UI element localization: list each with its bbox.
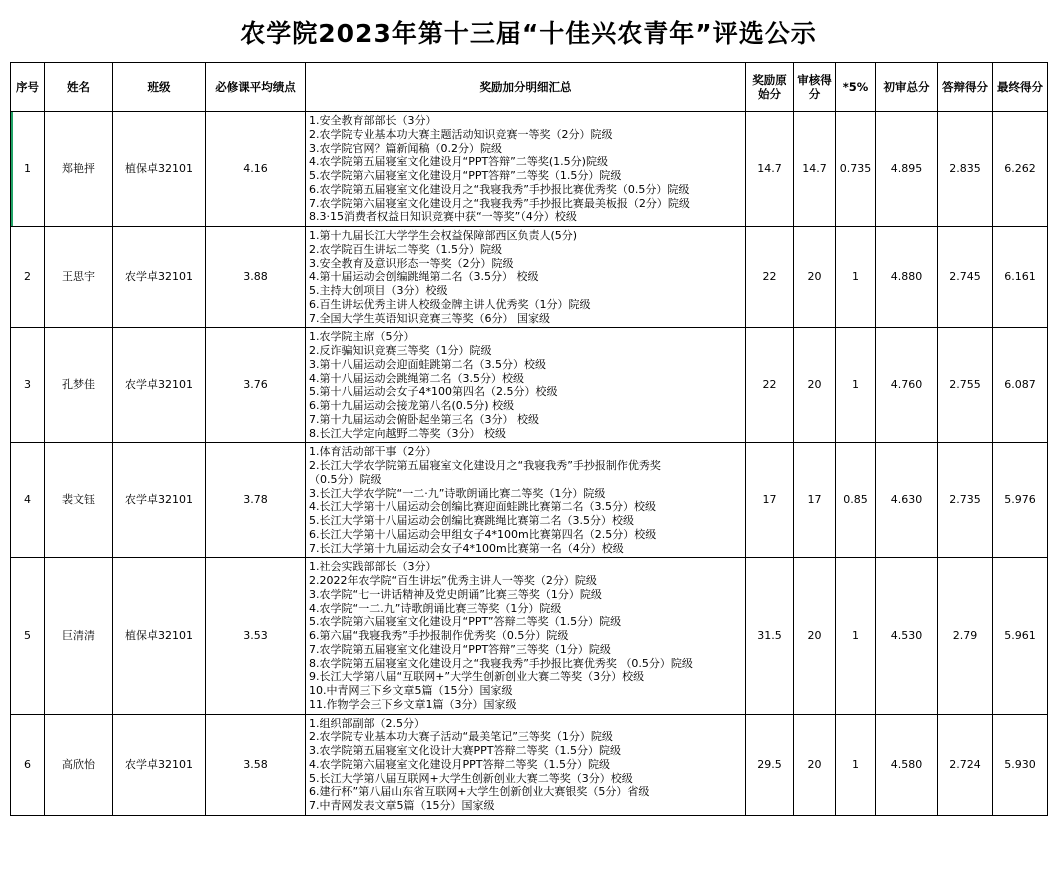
cell-gpa: 3.78 — [206, 443, 306, 558]
award-detail-line: 3.农学院官网？篇新闻稿（0.2分）院级 — [309, 141, 502, 155]
cell-name: 孔梦佳 — [45, 328, 113, 443]
cell-class: 植保卓32101 — [113, 558, 206, 714]
cell-name: 高欣怡 — [45, 714, 113, 815]
col-header-name: 姓名 — [45, 63, 113, 112]
cell-percent: 1 — [836, 227, 876, 328]
cell-defense-score: 2.79 — [938, 558, 993, 714]
award-detail-line: 4.长江大学第十八届运动会创编比赛迎面蛙跳比赛第二名（3.5分）校级 — [309, 500, 656, 514]
cell-defense-score: 2.724 — [938, 714, 993, 815]
cell-defense-score: 2.835 — [938, 112, 993, 227]
cell-review-score: 14.7 — [794, 112, 836, 227]
cell-class: 农学卓32101 — [113, 328, 206, 443]
award-detail-line: 4.第十八届运动会跳绳第二名（3.5分）校级 — [309, 371, 524, 385]
cell-first-total: 4.530 — [876, 558, 938, 714]
cell-gpa: 3.53 — [206, 558, 306, 714]
table-body — [11, 112, 1048, 816]
cell-first-total: 4.580 — [876, 714, 938, 815]
cell-index: 2 — [11, 227, 45, 328]
cell-class: 植保卓32101 — [113, 112, 206, 227]
cell-first-total: 4.880 — [876, 227, 938, 328]
award-detail-line: 11.作物学会三下乡文章1篇（3分）国家级 — [309, 697, 517, 711]
cell-defense-score: 2.745 — [938, 227, 993, 328]
cell-award-details — [306, 328, 746, 443]
award-detail-line: 2.2022年农学院“百生讲坛”优秀主讲人一等奖（2分）院级 — [309, 574, 597, 587]
cell-award-details — [306, 714, 746, 815]
award-detail-line: 6.百生讲坛优秀主讲人校级金牌主讲人优秀奖（1分）院级 — [309, 297, 591, 311]
col-header-raw-score: 奖励原始分 — [746, 63, 794, 112]
table-row — [11, 558, 1048, 714]
cell-name: 裴文钰 — [45, 443, 113, 558]
cell-raw-score: 29.5 — [746, 714, 794, 815]
award-detail-line: 4.第十届运动会创编跳绳第二名（3.5分） 校级 — [309, 270, 539, 284]
award-detail-line: 5.主持大创项目（3分）校级 — [309, 284, 448, 297]
award-detail-line: 1.社会实践部部长（3分） — [309, 560, 437, 574]
cell-review-score: 20 — [794, 558, 836, 714]
cell-final-score: 6.087 — [993, 328, 1048, 443]
cell-final-score: 5.930 — [993, 714, 1048, 815]
table-row — [11, 443, 1048, 558]
award-detail-line: 3.安全教育及意识形态一等奖（2分）院级 — [309, 256, 514, 270]
cell-review-score: 17 — [794, 443, 836, 558]
cell-raw-score: 14.7 — [746, 112, 794, 227]
award-detail-line: 6.农学院第五届寝室文化建设月之“我寝我秀”手抄报比赛优秀奖（0.5分）院级 — [309, 182, 690, 196]
cell-name: 巨清清 — [45, 558, 113, 714]
award-detail-line: 2.农学院专业基本功大赛主题活动知识竞赛一等奖（2分）院级 — [309, 127, 613, 141]
award-detail-line: （0.5分）院级 — [309, 472, 382, 486]
table-row — [11, 714, 1048, 815]
cell-review-score: 20 — [794, 714, 836, 815]
cell-final-score: 5.961 — [993, 558, 1048, 714]
cell-final-score: 6.161 — [993, 227, 1048, 328]
cell-percent: 1 — [836, 558, 876, 714]
award-detail-line: 1.农学院主席（5分） — [309, 330, 415, 344]
award-detail-line: 4.农学院第五届寝室文化建设月“PPT答辩”二等奖(1.5分)院级 — [309, 155, 608, 169]
award-detail-line: 3.第十八届运动会迎面蛙跳第二名（3.5分）校级 — [309, 357, 546, 371]
award-detail-line: 1.第十九届长江大学学生会权益保障部西区负责人(5分) — [309, 229, 578, 242]
award-detail-line: 6.长江大学第十八届运动会甲组女子4*100m比赛第四名（2.5分）校级 — [309, 527, 657, 541]
col-header-review-score: 审核得分 — [794, 63, 836, 112]
award-detail-line: 8.3·15消费者权益日知识竞赛中获“一等奖”（4分）校级 — [309, 210, 577, 224]
cell-index: 4 — [11, 443, 45, 558]
cell-defense-score: 2.735 — [938, 443, 993, 558]
col-header-final-score: 最终得分 — [993, 63, 1048, 112]
table-row — [11, 112, 1048, 227]
award-detail-line: 6.第十九届运动会接龙第八名(0.5分) 校级 — [309, 399, 515, 412]
cell-index: 5 — [11, 558, 45, 714]
award-detail-line: 4.农学院“一二.九”诗歌朗诵比赛三等奖（1分）院级 — [309, 601, 562, 615]
award-detail-line: 5.长江大学第八届互联网+大学生创新创业大赛二等奖（3分）校级 — [309, 771, 633, 785]
col-header-percent: *5% — [836, 63, 876, 112]
cell-index: 3 — [11, 328, 45, 443]
evaluation-table — [10, 62, 1048, 816]
award-detail-line: 9.长江大学第八届“互联网+”大学生创新创业大赛二等奖（3分）校级 — [309, 670, 645, 684]
award-detail-line: 7.长江大学第十九届运动会女子4*100m比赛第一名（4分）校级 — [309, 541, 624, 555]
cell-class: 农学卓32101 — [113, 443, 206, 558]
col-header-details: 奖励加分明细汇总 — [306, 63, 746, 112]
cell-review-score: 20 — [794, 227, 836, 328]
award-detail-line: 7.中青网发表文章5篇（15分）国家级 — [309, 799, 495, 812]
cell-percent: 0.735 — [836, 112, 876, 227]
award-detail-line: 2.农学院专业基本功大赛子活动“最美笔记”三等奖（1分）院级 — [309, 730, 613, 744]
award-detail-line: 7.农学院第五届寝室文化建设月“PPT答辩”三等奖（1分）院级 — [309, 642, 611, 656]
col-header-first-total: 初审总分 — [876, 63, 938, 112]
cell-percent: 0.85 — [836, 443, 876, 558]
cell-award-details — [306, 558, 746, 714]
award-detail-line: 7.全国大学生英语知识竞赛三等奖（6分） 国家级 — [309, 311, 550, 325]
cell-first-total: 4.630 — [876, 443, 938, 558]
cell-raw-score: 22 — [746, 328, 794, 443]
cell-first-total: 4.895 — [876, 112, 938, 227]
cell-final-score: 6.262 — [993, 112, 1048, 227]
award-detail-line: 3.农学院第五届寝室文化设计大赛PPT答辩二等奖（1.5分）院级 — [309, 744, 621, 757]
cell-award-details — [306, 227, 746, 328]
cell-review-score: 20 — [794, 328, 836, 443]
cell-name: 王思宇 — [45, 227, 113, 328]
award-detail-line: 5.农学院第六届寝室文化建设月“PPT”答辩二等奖（1.5分）院级 — [309, 615, 622, 629]
table-row — [11, 227, 1048, 328]
award-detail-line: 10.中青网三下乡文章5篇（15分）国家级 — [309, 684, 513, 697]
award-detail-line: 7.第十九届运动会俯卧起坐第三名（3分） 校级 — [309, 412, 539, 426]
cell-index: 6 — [11, 714, 45, 815]
award-detail-line: 4.农学院第六届寝室文化建设月PPT答辩二等奖（1.5分）院级 — [309, 757, 610, 771]
cell-percent: 1 — [836, 328, 876, 443]
page-title: 农学院2023年第十三届“十佳兴农青年”评选公示 — [240, 19, 817, 48]
award-detail-line: 2.反诈骗知识竞赛三等奖（1分）院级 — [309, 344, 492, 357]
award-detail-line: 3.长江大学农学院“一二·九”诗歌朗诵比赛二等奖（1分）院级 — [309, 486, 606, 500]
cell-raw-score: 31.5 — [746, 558, 794, 714]
award-detail-line: 3.农学院“七一讲话精神及党史朗诵”比赛三等奖（1分）院级 — [309, 587, 602, 601]
award-detail-line: 2.农学院百生讲坛二等奖（1.5分）院级 — [309, 242, 502, 256]
cell-raw-score: 22 — [746, 227, 794, 328]
award-detail-line: 2.长江大学农学院第五届寝室文化建设月之“我寝我秀”手抄报制作优秀奖 — [309, 459, 661, 472]
cell-name: 郑艳抨 — [45, 112, 113, 227]
cell-gpa: 3.58 — [206, 714, 306, 815]
cell-class: 农学卓32101 — [113, 227, 206, 328]
col-header-gpa: 必修课平均绩点 — [206, 63, 306, 112]
award-detail-line: 1.体育活动部干事（2分） — [309, 445, 437, 459]
table-header-row — [11, 63, 1048, 112]
award-detail-line: 8.农学院第五届寝室文化建设月之“我寝我秀”手抄报比赛优秀奖 （0.5分）院级 — [309, 656, 693, 670]
table-row — [11, 328, 1048, 443]
award-detail-line: 5.农学院第六届寝室文化建设月“PPT答辩”二等奖（1.5分）院级 — [309, 169, 622, 182]
award-detail-line: 6.建行杯”第八届山东省互联网+大学生创新创业大赛银奖（5分）省级 — [309, 785, 650, 799]
award-detail-line: 6.第六届“我寝我秀”手抄报制作优秀奖（0.5分）院级 — [309, 629, 569, 642]
award-detail-line: 1.安全教育部部长（3分） — [309, 114, 437, 127]
cell-index: 1 — [11, 112, 45, 227]
cell-gpa: 4.16 — [206, 112, 306, 227]
col-header-defense-score: 答辩得分 — [938, 63, 993, 112]
award-detail-line: 1.组织部副部（2.5分） — [309, 716, 425, 730]
cell-first-total: 4.760 — [876, 328, 938, 443]
award-detail-line: 5.第十八届运动会女子4*100第四名（2.5分）校级 — [309, 385, 558, 399]
cell-raw-score: 17 — [746, 443, 794, 558]
cell-class: 农学卓32101 — [113, 714, 206, 815]
cell-defense-score: 2.755 — [938, 328, 993, 443]
cell-percent: 1 — [836, 714, 876, 815]
award-detail-line: 5.长江大学第十八届运动会创编比赛跳绳比赛第二名（3.5分）校级 — [309, 514, 634, 527]
cell-gpa: 3.76 — [206, 328, 306, 443]
col-header-index: 序号 — [11, 63, 45, 112]
award-detail-line: 8.长江大学定向越野二等奖（3分） 校级 — [309, 426, 506, 440]
cell-final-score: 5.976 — [993, 443, 1048, 558]
col-header-class: 班级 — [113, 63, 206, 112]
cell-award-details — [306, 112, 746, 227]
cell-award-details — [306, 443, 746, 558]
award-detail-line: 7.农学院第六届寝室文化建设月之“我寝我秀”手抄报比赛最美板报（2分）院级 — [309, 196, 690, 210]
cell-gpa: 3.88 — [206, 227, 306, 328]
